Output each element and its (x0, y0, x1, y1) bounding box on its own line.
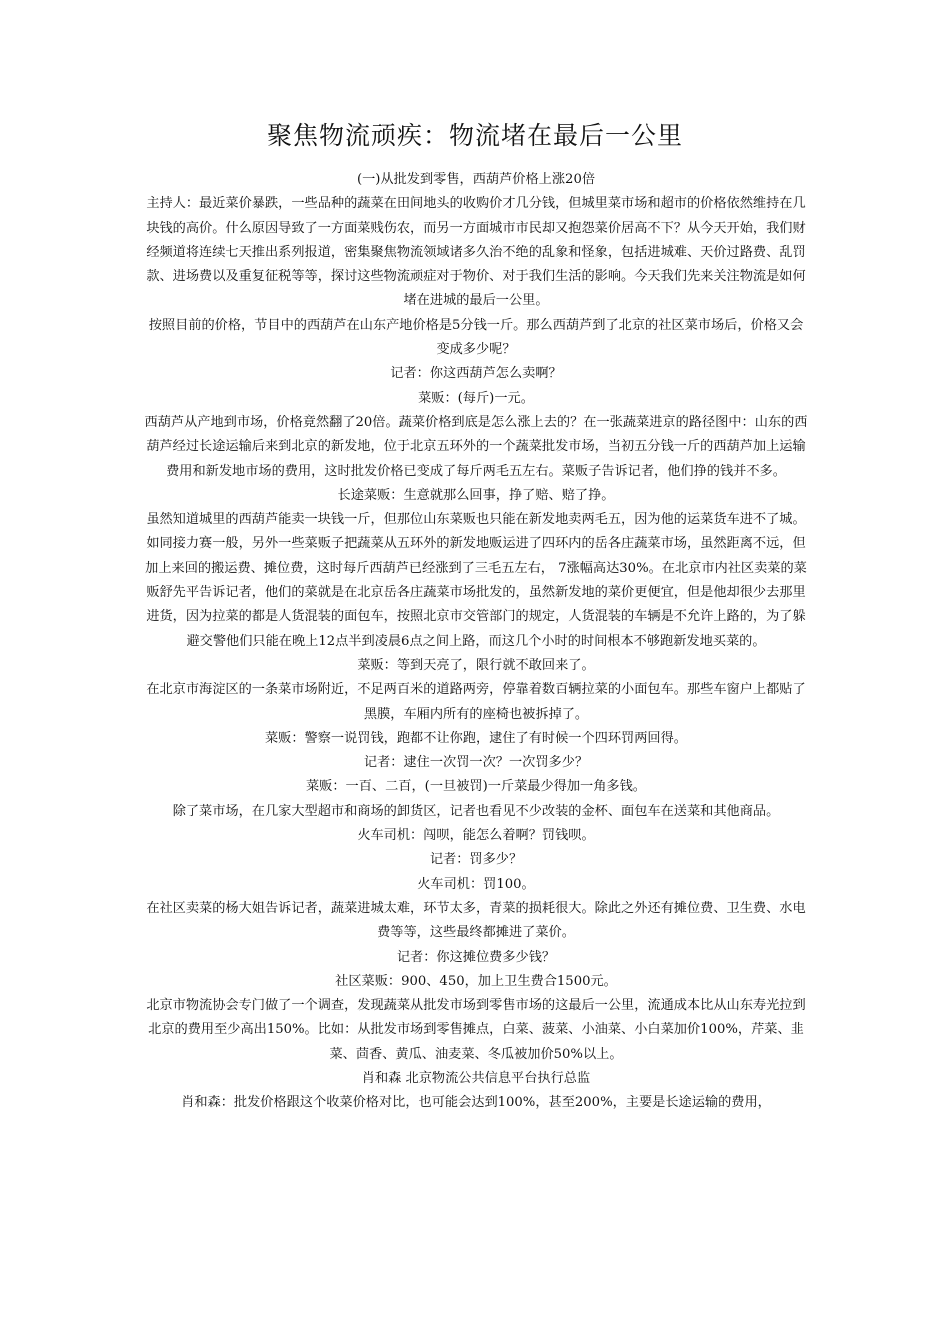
paragraph: 虽然知道城里的西葫芦能卖一块钱一斤，但那位山东菜贩也只能在新发地卖两毛五，因为他的运菜货车进不了城。如同接力赛一般，另外一些菜贩子把蔬菜从五环外的新发地贩运进了四环内的岳各庄蔬菜市场，虽然距离不远，但加上来回的搬运费、摊位费，这时每斤西葫芦已经涨到了三毛五左右， 7涨幅高达30%。在北京市内社区卖菜的菜贩舒先平告诉记者，他们的菜就是在北京岳各庄蔬菜市场批发的，虽然新发地的菜价更便宜，但是他却很少去那里进货，因为拉菜的都是人货混装的面包车，按照北京市交管部门的规定，人货混装的车辆是不允许上路的，为了躲避交警他们只能在晚上12点半到凌晨6点之间上路，而这几个小时的时间根本不够跑新发地买菜的。 (145, 512, 807, 649)
dialogue-line: 记者：你这摊位费多少钱？ (396, 949, 556, 965)
dialogue-line: 火车司机：闯呗，能怎么着啊？罚钱呗。 (357, 828, 595, 844)
paragraph: 在社区卖菜的杨大姐告诉记者，蔬菜进城太难，环节太多，青菜的损耗很大。除此之外还有摊位费、卫生费、水电费等等，这些最终都摊进了菜价。 (146, 900, 806, 941)
speaker-caption: 肖和森 北京物流公共信息平台执行总监 (361, 1070, 591, 1086)
dialogue-line: 肖和森：批发价格跟这个收菜价格对比，也可能会达到100%，甚至200%，主要是长途运输的费用， (181, 1095, 771, 1111)
dialogue-line: 记者：罚多少？ (429, 852, 523, 868)
dialogue-line: 长途菜贩：生意就那么回事，挣了赔、赔了挣。 (337, 487, 615, 503)
dialogue-line: 菜贩：等到天亮了，限行就不敢回来了。 (357, 657, 595, 673)
paragraph: 除了菜市场，在几家大型超市和商场的卸货区，记者也看见不少改装的金杯、面包车在送菜和其他商品。 (172, 803, 780, 819)
paragraph: 在北京市海淀区的一条菜市场附近，不足两百米的道路两旁，停靠着数百辆拉菜的小面包车。那些车窗户上都贴了黑膜，车厢内所有的座椅也被拆掉了。 (146, 682, 806, 722)
document-body (143, 168, 809, 1116)
dialogue-line: 菜贩：警察一说罚钱，跑都不让你跑，逮住了有时候一个四环罚两回得。 (265, 730, 687, 746)
paragraph-host-intro: 主持人：最近菜价暴跌，一些品种的蔬菜在田间地头的收购价才几分钱，但城里菜市场和超市的价格依然维持在几块钱的高价。什么原因导致了一方面菜贱伤农，而另一方面城市市民却又抱怨菜价居高不下？从今天开始，我们财经频道将连续七天推出系列报道，密集聚焦物流领域诸多久治不绝的乱象和怪象，包括进城难、天价过路费、乱罚款、进场费以及重复征税等等，探讨这些物流顽症对于物价、对于我们生活的影响。今天我们先来关注物流是如何堵在进城的最后一公里。 (146, 196, 806, 309)
dialogue-line: 记者：逮住一次罚一次？一次罚多少？ (363, 755, 589, 771)
section-heading: (一)从批发到零售，西葫芦价格上涨20倍 (356, 172, 596, 187)
paragraph: 按照目前的价格，节目中的西葫芦在山东产地价格是5分钱一斤。那么西葫芦到了北京的社区菜市场后，价格又会变成多少呢？ (148, 317, 804, 358)
dialogue-line: 菜贩：(每斤)一元。 (418, 390, 534, 406)
dialogue-line: 记者：你这西葫芦怎么卖啊？ (390, 366, 562, 382)
dialogue-line: 社区菜贩：900、450，加上卫生费合1500元。 (335, 973, 617, 989)
document-title: 聚焦物流顽疾：物流堵在最后一公里 (266, 121, 683, 150)
dialogue-line: 火车司机：罚100。 (417, 876, 535, 892)
dialogue-line: 菜贩：一百、二百，(一旦被罚)一斤菜最少得加一角多钱。 (306, 779, 646, 795)
paragraph: 北京市物流协会专门做了一个调查，发现蔬菜从批发市场到零售市场的这最后一公里，流通成本比从山东寿光拉到北京的费用至少高出150%。比如：从批发市场到零售摊点，白菜、菠菜、小油菜、小白菜加价100%，芹菜、韭菜、茴香、黄瓜、油麦菜、冬瓜被加价50%以上。 (146, 998, 806, 1062)
paragraph: 西葫芦从产地到市场，价格竟然翻了20倍。蔬菜价格到底是怎么涨上去的？在一张蔬菜进京的路径图中：山东的西葫芦经过长途运输后来到北京的新发地，位于北京五环外的一个蔬菜批发市场，当初五分钱一斤的西葫芦加上运输费用和新发地市场的费用，这时批发价格已变成了每斤两毛五左右。菜贩子告诉记者，他们挣的钱并不多。 (144, 414, 808, 479)
